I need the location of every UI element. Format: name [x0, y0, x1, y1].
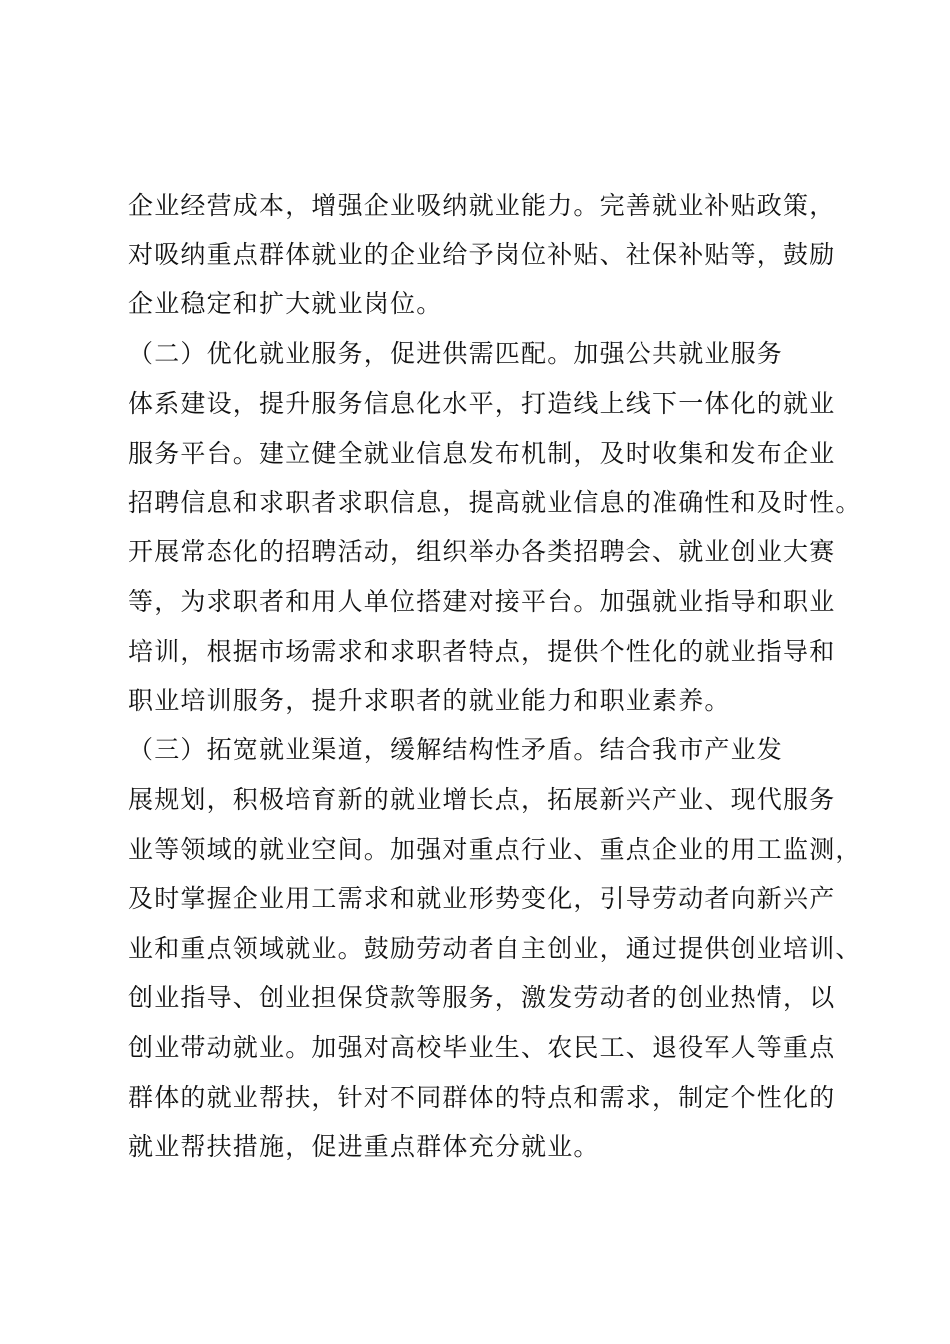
text-line: 业和重点领域就业。鼓励劳动者自主创业，通过提供创业培训、	[128, 934, 862, 963]
text-line: （二）优化就业服务，促进供需匹配。加强公共就业服务	[128, 339, 784, 368]
text-line: 开展常态化的招聘活动，组织举办各类招聘会、就业创业大赛	[128, 537, 836, 566]
text-line: 就业帮扶措施，促进重点群体充分就业。	[128, 1132, 600, 1161]
text-line: 等，为求职者和用人单位搭建对接平台。加强就业指导和职业	[128, 587, 836, 616]
text-line: 业等领域的就业空间。加强对重点行业、重点企业的用工监测，	[128, 835, 862, 864]
text-line: （三）拓宽就业渠道，缓解结构性矛盾。结合我市产业发	[128, 735, 784, 764]
text-line: 培训，根据市场需求和求职者特点，提供个性化的就业指导和	[128, 637, 836, 666]
text-line: 创业指导、创业担保贷款等服务，激发劳动者的创业热情，以	[128, 983, 836, 1012]
text-line: 企业经营成本，增强企业吸纳就业能力。完善就业补贴政策，	[128, 191, 836, 220]
text-line: 体系建设，提升服务信息化水平，打造线上线下一体化的就业	[128, 389, 836, 418]
text-line: 创业带动就业。加强对高校毕业生、农民工、退役军人等重点	[128, 1033, 836, 1062]
text-line: 及时掌握企业用工需求和就业形势变化，引导劳动者向新兴产	[128, 884, 836, 913]
text-line: 群体的就业帮扶，针对不同群体的特点和需求，制定个性化的	[128, 1083, 836, 1112]
text-line: 服务平台。建立健全就业信息发布机制，及时收集和发布企业	[128, 439, 836, 468]
text-line: 职业培训服务，提升求职者的就业能力和职业素养。	[128, 686, 731, 715]
text-line: 展规划，积极培育新的就业增长点，拓展新兴产业、现代服务	[128, 785, 836, 814]
text-line: 招聘信息和求职者求职信息，提高就业信息的准确性和及时性。	[128, 488, 862, 517]
text-line: 对吸纳重点群体就业的企业给予岗位补贴、社保补贴等，鼓励	[128, 240, 836, 269]
text-line: 企业稳定和扩大就业岗位。	[128, 289, 443, 318]
